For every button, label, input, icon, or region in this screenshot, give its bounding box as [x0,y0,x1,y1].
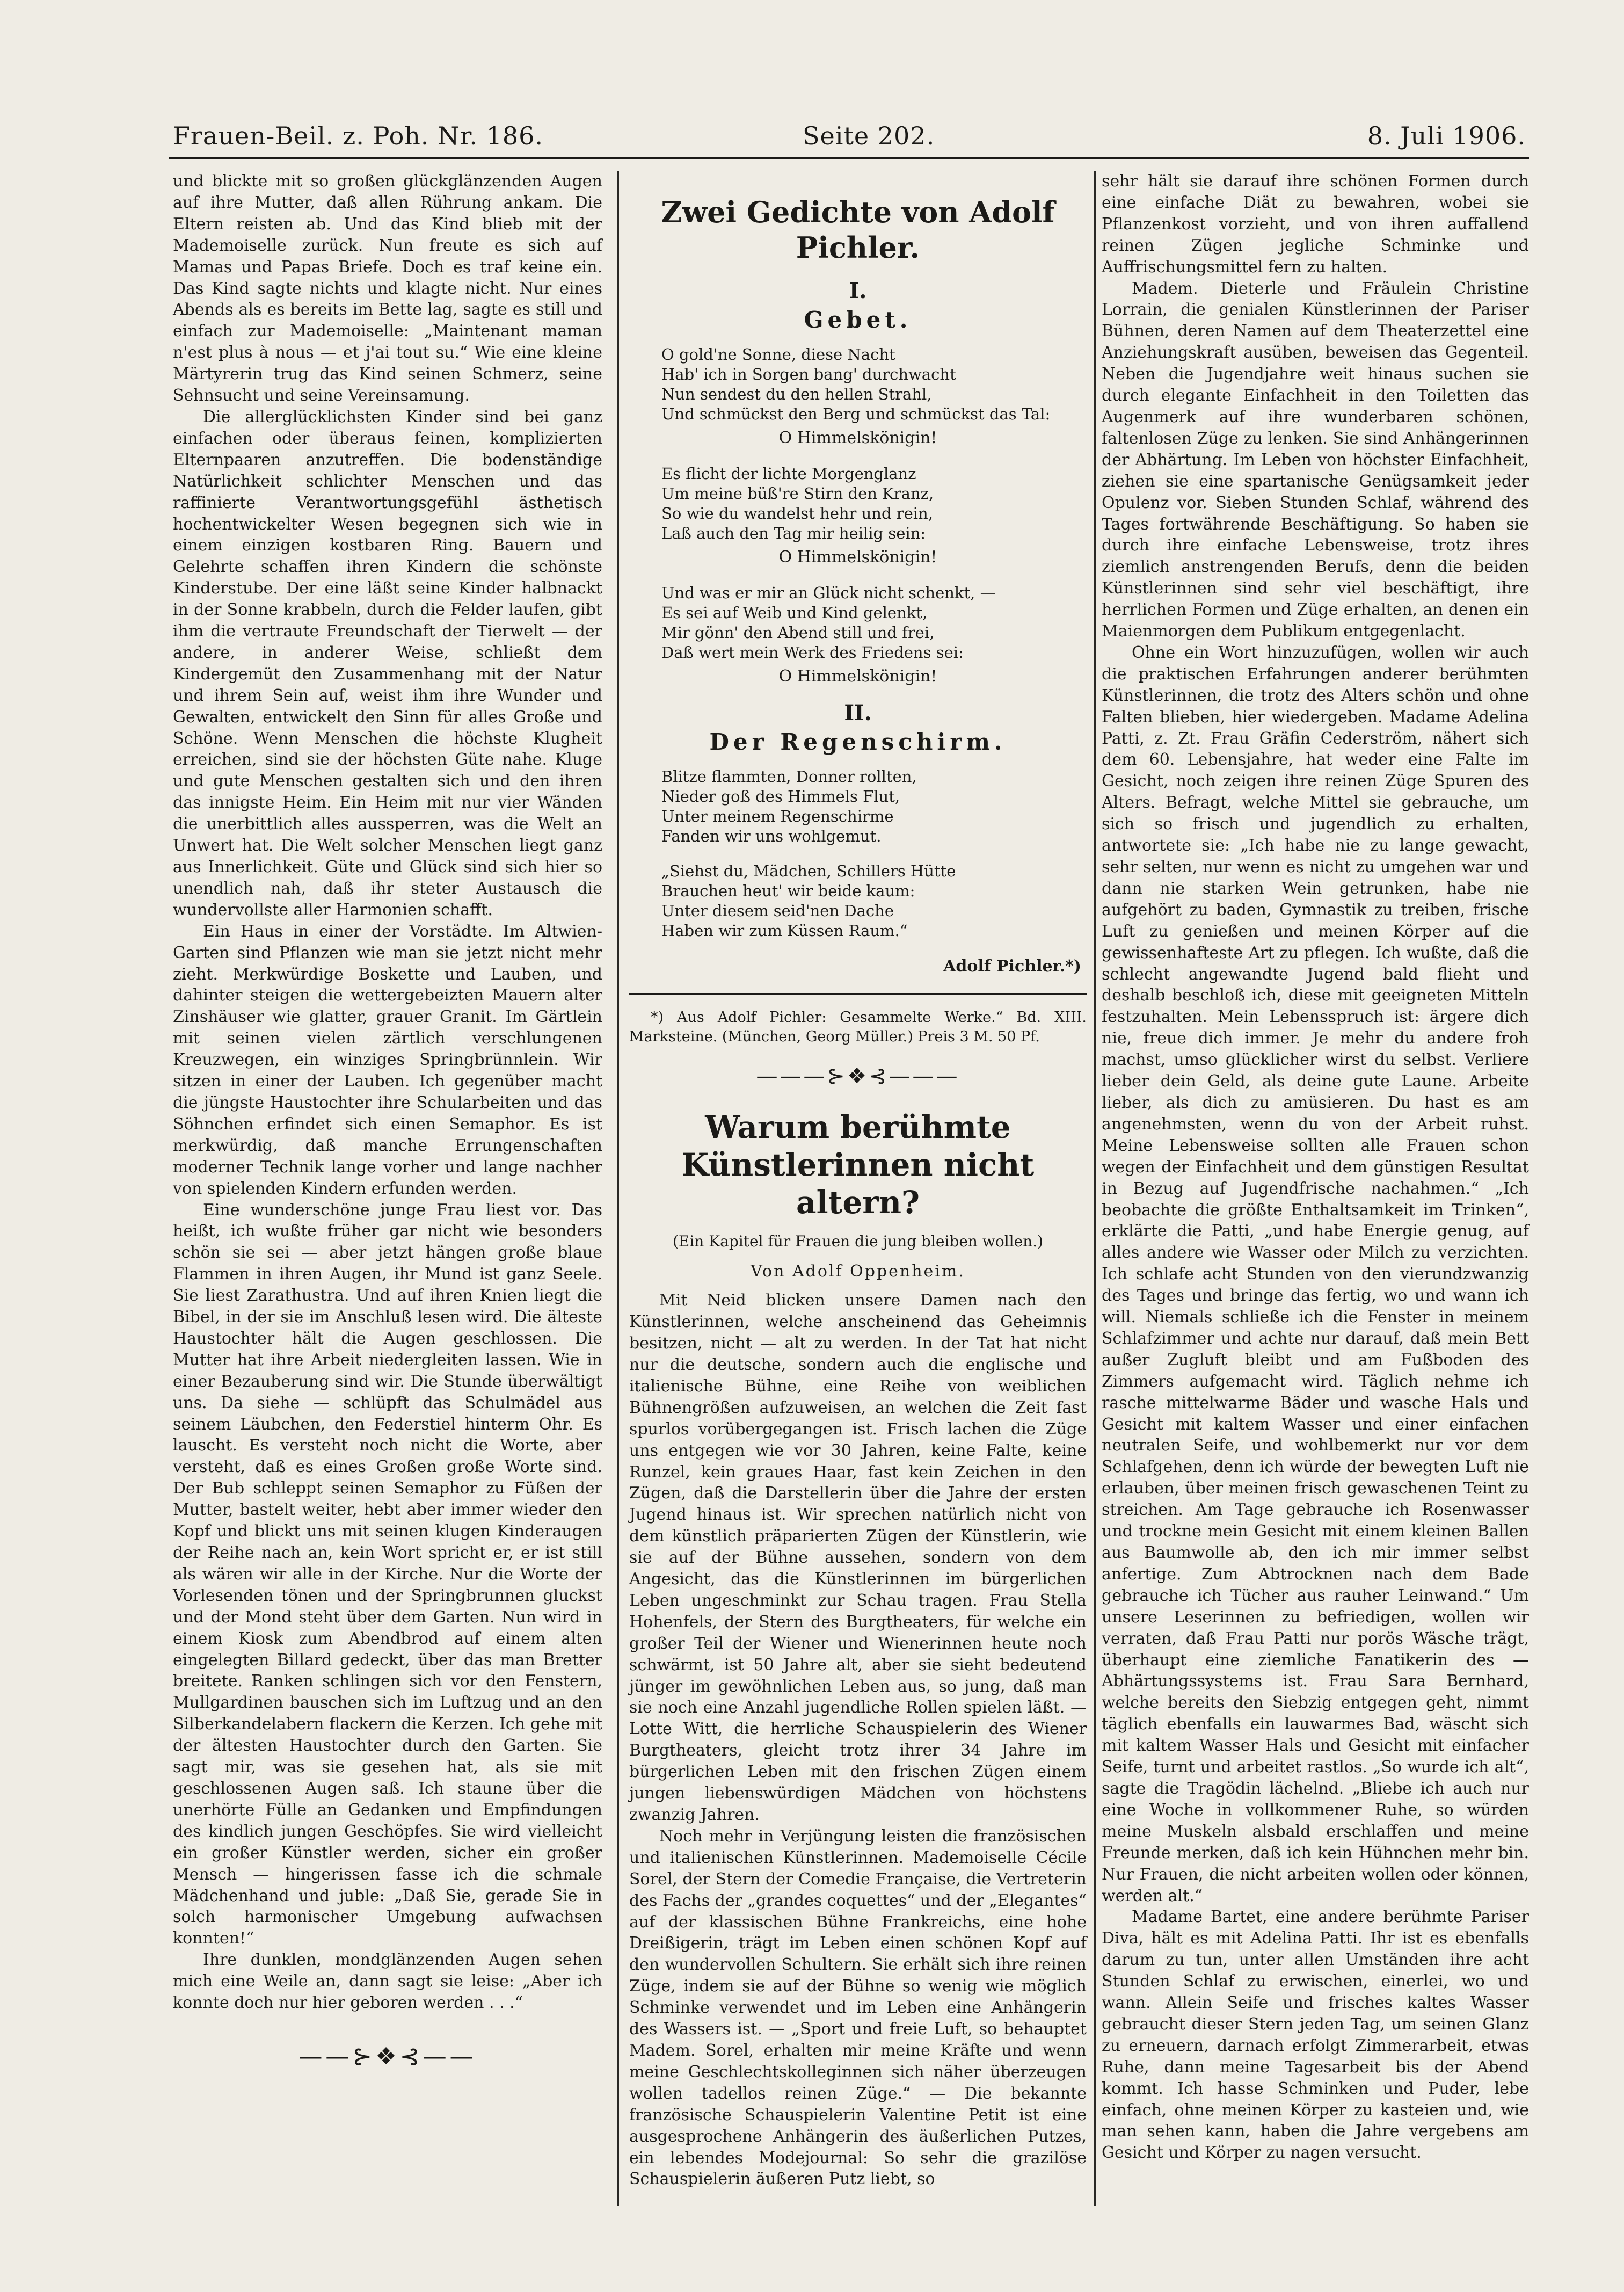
poem-signature: Adolf Pichler.*) [943,956,1081,976]
verse-line: Nieder goß des Himmels Flut, [661,787,900,806]
refrain: O Himmelskönigin! [778,428,937,447]
verse-line: Unter meinem Regenschirme [661,807,894,825]
paragraph: sehr hält sie darauf ihre schönen Formen durch eine einfache Diät zu bewahren, wobei sie Pflanzenkost vorzieht, und von ihren auffallend reinen Zügen jegliche Schminke und Auffrischungsmittel fern zu halten. [1102,172,1529,277]
poem-numeral: I. [849,278,867,303]
poem-regenschirm [661,767,1087,941]
header-publication: Frauen-Beil. z. Poh. Nr. 186. [173,121,544,150]
verse-line: Und schmückst den Berg und schmückst das Tal: [661,404,1051,423]
verse-line: Brauchen heut' wir beide kaum: [661,881,915,900]
section-ornament: ———⊱❖⊰——— [756,1063,960,1089]
column-middle [629,171,1087,2222]
footnote-rule [629,993,1087,995]
verse-line: Blitze flammten, Donner rollten, [661,767,917,786]
stanza [661,583,1087,687]
header-date: 8. Juli 1906. [1367,121,1526,150]
verse-line: Es flicht der lichte Morgenglanz [661,464,916,483]
verse-line: Und was er mir an Glück nicht schenkt, — [661,583,996,602]
verse-line: Fanden wir uns wohlgemut. [661,826,882,845]
paragraph: Madame Bartet, eine andere berühmte Pariser Diva, hält es mit Adelina Patti. Ihr ist es ebenfalls darum zu tun, unter allen Umständen ihre acht Stunden Schlaf zu erwischen, einerlei, wo und wann. Allein Seife und frisches kaltes Wasser gebraucht dieser Stern jeden Tag, um seinen Glanz zu erneuern, darnach erfolgt Zimmerarbeit, etwas Ruhe, dann meine Tagesarbeit bis der Abend kommt. Ich hasse Schminken und Puder, lebe einfach, ohne meinen Körper zu kasteien und, wie man sehen kann, haben die Jahre vergebens am Gesicht und Körper zu nagen versucht. [1102,1907,1529,2163]
header-rule [169,157,1529,159]
verse-line: Haben wir zum Küssen Raum.“ [661,921,908,940]
column-left [173,171,602,2104]
verse-line: O gold'ne Sonne, diese Nacht [661,345,895,364]
verse-line: Daß wert mein Werk des Friedens sei: [661,643,964,662]
paragraph: Ohne ein Wort hinzuzufügen, wollen wir auch die praktischen Erfahrungen anderer berühmten Künstlerinnen, die trotz des Alters schön und ohne Falten blieben, hier wiedergeben. Madame Adelina Patti, z. Zt. Frau Gräfin Cederström, nähert sich dem 60. Lebensjahre, hat weder eine Falte im Gesicht, noch zeigen ihre reinen Züge Spuren des Alters. Befragt, welche Mittel sie gebrauche, um sich so frisch und jugendlich zu erhalten, antwortete sie: „Ich habe nie zu lange gewacht, sehr selten, nur wenn es nicht zu umgehen war und dann nie starken Wein getrunken, habe nie aufgehört zu baden, Gymnastik zu treiben, frische Luft zu genießen und meinen Körper auf die gewissenhafteste Art zu pflegen. Ich wußte, daß die schlecht angewandte Jugend bald flieht und deshalb beschloß ich, diese mit geeigneten Mitteln festzuhalten. Mein Lebensspruch ist: ärgere dich nie, freue dich immer. Je mehr du andere froh machst, umso glücklicher wirst du selbst. Verliere lieber dein Geld, als deine gute Laune. Arbeite lieber, als dich zu amüsieren. Du hast es am angenehmsten, wenn du von der Arbeit ruhst. Meine Lebensweise sollten alle Frauen schon wegen der Einfachheit und dem günstigen Resultat in Bezug auf Jugendfrische nachahmen.“ „Ich beobachte die größte Enthaltsamkeit im Trinken“, erklärte die Patti, „und habe Energie genug, auf alles andere wie Wasser oder Milch zu verzichten. Ich schlafe acht Stunden von den vierundzwanzig des Tages und bringe das fertig, wo und wann ich will. Niemals schließe ich die Fenster in meinem Schlafzimmer und achte nur darauf, daß mein Bett außer Zugluft bleibt und am Fußboden des Zimmers aufgemacht wird. Täglich nehme ich rasche mittelwarme Bäder und wasche Hals und Gesicht mit kaltem Wasser und einer einfachen neutralen Seife, und wohlbemerkt nur vor dem Schlafgehen, denn ich würde der bewegten Luft nie erlauben, über meinen frisch gewaschenen Teint zu streichen. Am Tage gebrauche ich Rosenwasser und trockne mein Gesicht mit einem kleinen Ballen aus Baumwolle ab, den ich mir immer selbst anfertige. Zum Abtrocknen nach dem Bade gebrauche ich Tücher aus rauher Leinwand.“ Um unsere Leserinnen zu befriedigen, wollen wir verraten, daß Frau Patti nur porös Wäsche trägt, überhaupt eine ziemliche Fanatikerin des — Abhärtungssystems ist. Frau Sara Bernhard, welche bereits den Siebzig entgegen geht, nimmt täglich ebenfalls ein lauwarmes Bad, wäscht sich mit kaltem Wasser Hals und Gesicht mit einfacher Seife, turnt und arbeitet rastlos. „So wurde ich alt“, sagte die Tragödin lächelnd. „Bliebe ich auch nur eine Woche in vollkommener Ruhe, so würden meine Muskeln alsbald erschlaffen und meine Freunde merken, daß ich kein Hühnchen mehr bin. Nur Frauen, die nicht arbeiten wollen oder können, werden alt.“ [1102,643,1529,1905]
paragraph: Eine wunderschöne junge Frau liest vor. Das heißt, ich wußte früher gar nicht wie besonders schön sie sei — aber jetzt hängen große blaue Flammen in ihren Augen, ihr Mund ist ganz Seele. Sie liest Zarathustra. Und auf ihren Knien liegt die Bibel, in der sie im Anschluß lesen wird. Die älteste Haustochter hält die Augen geschlossen. Die Mutter hat ihre Arbeit niedergleiten lassen. Wie in einer Bezauberung sind wir. Die Stunde überwältigt uns. Da siehe — schlüpft das Schulmädel aus seinem Läubchen, den Federstiel hinterm Ohr. Es lauscht. Es versteht noch nicht die Worte, aber versteht, daß es eines Großen große Worte sind. Der Bub schleppt seinen Semaphor zu Füßen der Mutter, bastelt weiter, hebt aber immer wieder den Kopf und blickt uns mit seinen klugen Kinderaugen der Reihe nach an, kein Wort spricht er, er ist still als wären wir alle in der Kirche. Nur die Worte der Vorlesenden tönen und der Springbrunnen gluckst und der Mond steht über dem Garten. Nun wird in einem Kiosk zum Abendbrod auf einem alten eingelegten Billard gedeckt, über das man Bretter breitete. Ranken schlingen sich vor den Fenstern, Mullgardinen bauschen sich im Luftzug und an den Silberkandelabern flackern die Kerzen. Ich gehe mit der ältesten Haustochter durch den Garten. Sie sagt mir, was sie gesehen hat, als sie mit geschlossenen Augen saß. Ich staune über die unerhörte Fülle an Gedanken und Empfindungen des kindlich jungen Geschöpfes. Sie wird vielleicht ein großer Künstler werden, sicher ein großer Mensch — hingerissen fasse ich die schmale Mädchenhand und juble: „Daß Sie, gerade Sie in solch harmonischer Umgebung aufwachsen konnten!“ [173,1200,602,1948]
footnote [629,1008,1087,1047]
poem-gebet [661,345,1087,687]
paragraph: Madem. Dieterle und Fräulein Christine Lorrain, die genialen Künstlerinnen der Pariser Bühnen, deren Namen auf dem Theaterzettel eine Anziehungskraft ausüben, beweisen das Gegenteil. Neben die Jugendjahre weit hinaus suchen sie durch elegante Einfachheit in den Toiletten das Augenmerk auf ihre wunderbaren schönen, faltenlosen Züge zu lenken. Sie sind Anhängerinnen der Abhärtung. Im Leben von höchster Einfachheit, ziehen sie eine spartanische Genügsamkeit jeder Opulenz vor. Sieben Stunden Schlaf, während des Tages fortwährende Beschäftigung. So haben sie durch ihre einfache Lebensweise, trotz ihres ziemlich anstrengenden Berufs, denn die beiden Künstlerinnen sind sehr viel beschäftigt, ihre herrlichen Formen und Züge erhalten, an denen ein Maienmorgen dem Publikum entgegenlacht. [1102,279,1529,641]
paragraph: Die allerglücklichsten Kinder sind bei ganz einfachen oder überaus feinen, komplizierten Elternpaaren anzutreffen. Die bodenständige Natürlichkeit schlichter Menschen und das raffinierte Verantwortungsgefühl ästhetisch hochentwickelter Wesen begegnen sich wie in einem einzigen kostbaren Ring. Bauern und Gelehrte schaffen ihren Kindern die schönste Kinderstube. Der eine läßt seine Kinder halbnackt in der Sonne krabbeln, durch die Felder laufen, gibt ihm die vertraute Freundschaft der Tierwelt — der andere, in anderer Weise, schließt dem Kindergemüt den Zusammenhang mit der Natur und ihrem Sein auf, weist ihm ihre Wunder und Gewalten, entwickelt den Sinn für alles Große und Schöne. Wenn Menschen die höchste Klugheit erreichen, sind sie der höchsten Güte nahe. Kluge und gute Menschen gestalten sich und den ihren das innigste Heim. Ein Heim mit nur vier Wänden die unerbittlich alles aussperren, was die Welt an Unwert hat. Die Welt solcher Menschen liegt ganz aus Innerlichkeit. Güte und Glück sind sich hier so unendlich nah, daß ihr steter Austausch die wundervollste aller Harmonien schafft. [173,407,602,919]
refrain: O Himmelskönigin! [778,666,937,686]
verse-line: Mir gönn' den Abend still und frei, [661,623,935,642]
paragraph: und blickte mit so großen glückglänzenden Augen auf ihre Mutter, daß allen Rührung ankam. Die Eltern reisten ab. Und das Kind blieb mit der Mademoiselle zurück. Nun freute es sich auf Mamas und Papas Briefe. Doch es traf keine ein. Das Kind sagte nichts und klagte nicht. Nur eines Abends als es bereits im Bette lag, sagte es still und einfach zur Mademoiselle: „Maintenant maman n'est plus à nous — et j'ai tout su.“ Wie eine kleine Märtyrerin trug das Kind seinen Schmerz, seine Sehnsucht und seine Vereinsamung. [173,172,602,405]
paragraph: Ein Haus in einer der Vorstädte. Im Altwien-Garten sind Pflanzen wie man sie jetzt nicht mehr zieht. Merkwürdige Boskette und Lauben, und dahinter steigen die wettergebeizten Mauern alter Zinshäuser wie glatter, grauer Granit. Im Gärtlein mit seinen vielen zärtlich verschlungenen Kreuzwegen, ein winziges Springbrünnlein. Wir sitzen in einer der Lauben. Ich gegenüber macht die jüngste Haustochter ihre Schularbeiten und das Söhnchen erfindet sich einen Semaphor. Es ist merkwürdig, daß manche Errungenschaften moderner Technik lange vorher und lange nachher von spielenden Kindern erfunden werden. [173,922,602,1198]
stanza [661,464,1087,568]
page-header [173,121,1526,159]
column-right [1102,171,1529,2222]
paragraph: Ihre dunklen, mondglänzenden Augen sehen mich eine Weile an, dann sagt sie leise: „Aber ich konnte doch nur hier geboren werden . . .“ [173,1950,602,2013]
footnote-text: *) Aus Adolf Pichler: Gesammelte Werke.“ Bd. XIII. Marksteine. (München, Georg Müller.) Preis 3 M. 50 Pf. [629,1009,1087,1045]
verse-line: Es sei auf Weib und Kind gelenkt, [661,603,928,622]
verse-line: Um meine büß're Stirn den Kranz, [661,484,934,503]
stanza [661,767,1087,846]
poem-title: Der Regenschirm. [709,728,1007,755]
verse-line: Laß auch den Tag mir heilig sein: [661,524,926,542]
column-divider [1094,171,1096,2206]
refrain: O Himmelskönigin! [778,547,937,567]
column-divider [617,171,619,2206]
verse-line: Hab' ich in Sorgen bang' durchwacht [661,365,956,383]
paragraph: Mit Neid blicken unsere Damen nach den Künstlerinnen, welche anscheinend das Geheimnis besitzen, nicht — alt zu werden. In der Tat hat nicht nur die deutsche, sondern auch die englische und italienische Bühne, eine Reihe von weiblichen Bühnengrößen aufzuweisen, an welchen die Zeit fast spurlos vorübergegangen ist. Frisch lachen die Züge uns entgegen wie vor 30 Jahren, keine Falte, keine Runzel, kein graues Haar, fast kein Zeichen in den Zügen, daß die Darstellerin über die Jahre der ersten Jugend hinaus ist. Wir sprechen natürlich nicht von dem künstlich präparierten Zügen der Künstlerin, wie sie auf der Bühne aussehen, sondern von dem Angesicht, das die Künstlerinnen im bürgerlichen Leben ungeschminkt zur Schau tragen. Frau Stella Hohenfels, der Stern des Burgtheaters, für welche ein großer Teil der Wiener und Wienerinnen heute noch schwärmt, ist 50 Jahre alt, aber sie sieht bedeutend jünger im gewöhnlichen Leben aus, so jung, daß man sie noch eine Anzahl jugendliche Rollen spielen läßt. — Lotte Witt, die herrliche Schauspielerin des Wiener Burgtheaters, gleicht trotz ihrer 34 Jahre im bürgerlichen Leben mit den frischen Zügen einem jungen liebenswürdigen Mädchen von höchstens zwanzig Jahren. [629,1291,1087,1824]
stanza [661,345,1087,449]
verse-line: Nun sendest du den hellen Strahl, [661,385,932,403]
poem-numeral: II. [844,700,872,726]
verse-line: „Siehst du, Mädchen, Schillers Hütte [661,861,956,880]
verse-line: Unter diesem seid'nen Dache [661,901,894,920]
paragraph: Noch mehr in Verjüngung leisten die französischen und italienischen Künstlerinnen. Mademoiselle Cécile Sorel, der Stern der Comedie Française, die Vertreterin des Fachs der „grandes coquettes“ und der „Elegantes“ auf der klassischen Bühne Frankreichs, eine hohe Dreißigerin, trägt im Leben einen schönen Kopf auf den wundervollen Schultern. Sie erhält sich ihre reinen Züge, indem sie auf der Bühne so wenig wie möglich Schminke verwendet und im Leben eine Anhängerin des Wassers ist. — „Sport und freie Luft, so behauptet Madem. Sorel, erhalten mir meine Kräfte und wenn meine Geschlechtskolleginnen sich näher überzeugen wollen tadellos reinen Züge.“ — Die bekannte französische Schauspielerin Valentine Petit ist eine ausgesprochene Anhängerin des äußerlichen Putzes, ein lebendes Modejournal: So sehr die grazilöse Schauspielerin äußeren Putz liebt, so [629,1826,1087,2189]
header-page-number: Seite 202. [803,121,935,150]
poem-title: Gebet. [804,306,912,333]
verse-line: So wie du wandelst hehr und rein, [661,504,933,523]
article-subtitle: (Ein Kapitel für Frauen die jung bleiben wollen.) [672,1232,1044,1251]
poems-heading: Zwei Gedichte von Adolf Pichler. [661,195,1055,265]
end-ornament: ——⊱❖⊰—— [298,2042,477,2070]
article-byline: Von Adolf Oppenheim. [751,1262,965,1281]
stanza [661,861,1087,941]
article-title: Warum berühmte Künstlerinnen nicht altern? [681,1109,1035,1221]
